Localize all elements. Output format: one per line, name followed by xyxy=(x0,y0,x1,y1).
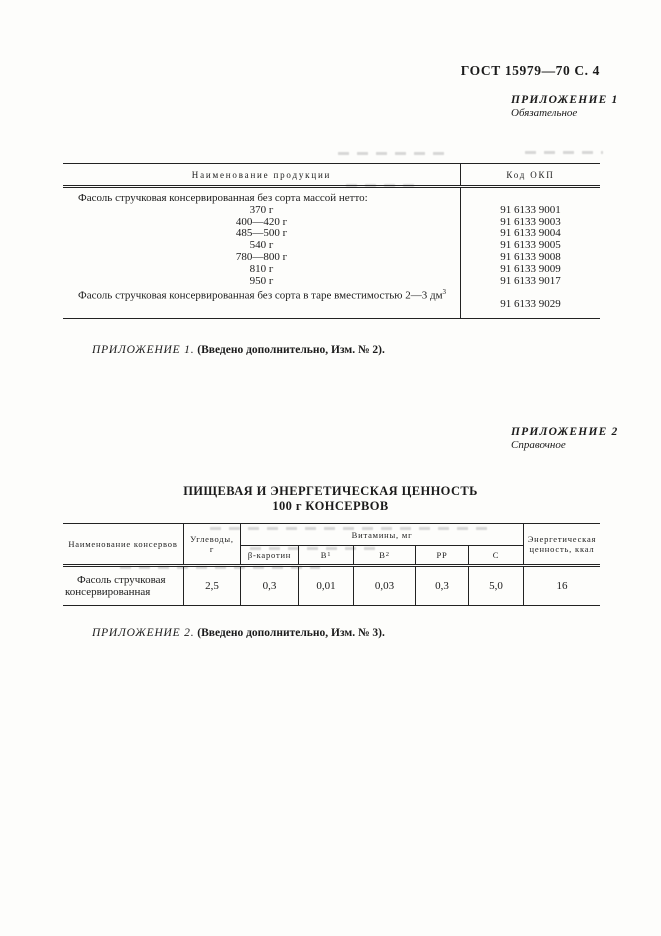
table-row-product: 370 г xyxy=(249,203,274,216)
nutrition-table-data-row xyxy=(63,567,600,605)
table-row-product: 950 г xyxy=(249,274,274,287)
table-row-code: 91 6133 9008 xyxy=(500,250,561,263)
table-row-code: 91 6133 9004 xyxy=(500,227,561,240)
vitamin-col-beta-carotene: β-каротин xyxy=(240,546,298,564)
vitamin-col-b1 xyxy=(298,546,353,564)
b1-base: В xyxy=(320,550,328,560)
table-row-product: 540 г xyxy=(249,239,274,252)
nutrition-col-header-carbs xyxy=(183,524,240,564)
okp-table-body xyxy=(63,188,600,318)
nutrition-title-line2: 100 г КОНСЕРВОВ xyxy=(272,498,389,513)
okp-table-header-row xyxy=(63,164,600,188)
carbs-line2: г xyxy=(209,544,215,554)
value-b2: 0,03 xyxy=(353,567,415,605)
okp-col-header-product: Наименование продукции xyxy=(191,169,332,180)
appendix1-label-block xyxy=(511,94,661,119)
okp-group-heading: Фасоль стручковая консервированная без сорта массой нетто: xyxy=(78,192,368,204)
footnote-reference: ПРИЛОЖЕНИЕ 2. xyxy=(92,626,195,639)
vitamin-col-pp: РР xyxy=(415,546,468,564)
value-b1: 0,01 xyxy=(298,567,353,605)
table-row-product: 485—500 г xyxy=(235,227,288,240)
table-row-code: 91 6133 9017 xyxy=(500,274,561,287)
okp-product-column xyxy=(63,188,460,318)
appendix2-label-block xyxy=(511,426,661,451)
appendix1-name: ПРИЛОЖЕНИЕ 1 xyxy=(511,94,619,106)
value-pp: 0,3 xyxy=(415,567,468,605)
value-carbs: 2,5 xyxy=(183,567,240,605)
appendix1-kind: Обязательное xyxy=(511,107,578,119)
row-name-line2: консервированная xyxy=(65,586,151,598)
okp-tare-row-product xyxy=(63,287,460,303)
table-row-code: 91 6133 9001 xyxy=(500,203,561,216)
okp-tare-row-code: 91 6133 9029 xyxy=(500,298,561,311)
carbs-line1: Углеводы, xyxy=(190,534,234,544)
appendix2-name: ПРИЛОЖЕНИЕ 2 xyxy=(511,426,619,438)
value-beta-carotene: 0,3 xyxy=(240,567,298,605)
value-c: 5,0 xyxy=(468,567,523,605)
footnote-reference: ПРИЛОЖЕНИЕ 1. xyxy=(92,343,195,356)
b2-base: В xyxy=(379,550,386,560)
value-energy: 16 xyxy=(523,567,600,605)
vitamin-col-b2 xyxy=(353,546,415,564)
bleed-through-artifact xyxy=(338,152,446,155)
page-header-gost-number: ГОСТ 15979—70 С. 4 xyxy=(460,63,600,78)
appendix2-kind: Справочное xyxy=(511,439,566,451)
footnote-text: (Введено дополнительно, Изм. № 3). xyxy=(197,626,385,639)
bleed-through-artifact xyxy=(525,151,603,154)
footnote-text: (Введено дополнительно, Изм. № 2). xyxy=(197,343,385,356)
table-row-product: 810 г xyxy=(249,262,274,275)
nutrition-table xyxy=(63,523,600,606)
nutrition-col-header-energy: Энергетическая ценность, ккал xyxy=(523,524,600,564)
table-row-product: 780—800 г xyxy=(235,250,288,263)
okp-code-column xyxy=(460,188,600,318)
okp-code-table xyxy=(63,163,600,319)
appendix1-footnote xyxy=(92,344,385,356)
row-name-line1: Фасоль стручковая xyxy=(77,573,166,586)
b2-subscript: 2 xyxy=(385,551,390,558)
nutrition-table-title xyxy=(0,484,661,513)
tare-product-superscript: 3 xyxy=(442,288,447,297)
vitamin-col-c: С xyxy=(468,546,523,564)
nutrition-title-line1: ПИЩЕВАЯ И ЭНЕРГЕТИЧЕСКАЯ ЦЕННОСТЬ xyxy=(183,484,478,498)
tare-product-text: Фасоль стручковая консервированная без сорта в таре вместимостью 2—3 дм xyxy=(78,290,443,303)
nutrition-vitamins-group-header: Витамины, мг xyxy=(240,524,523,546)
appendix2-footnote xyxy=(92,627,385,639)
table-row-product: 400—420 г xyxy=(235,215,288,228)
nutrition-table-header xyxy=(63,524,600,567)
b1-subscript: 1 xyxy=(327,551,332,558)
table-row-code: 91 6133 9009 xyxy=(500,262,561,275)
nutrition-row-name xyxy=(63,567,183,605)
carbs-header-text xyxy=(190,534,234,554)
okp-col-header-code: Код ОКП xyxy=(460,164,600,185)
table-row-code: 91 6133 9003 xyxy=(500,215,561,228)
nutrition-col-header-name: Наименование консервов xyxy=(68,539,178,549)
table-row-code: 91 6133 9005 xyxy=(500,239,561,252)
